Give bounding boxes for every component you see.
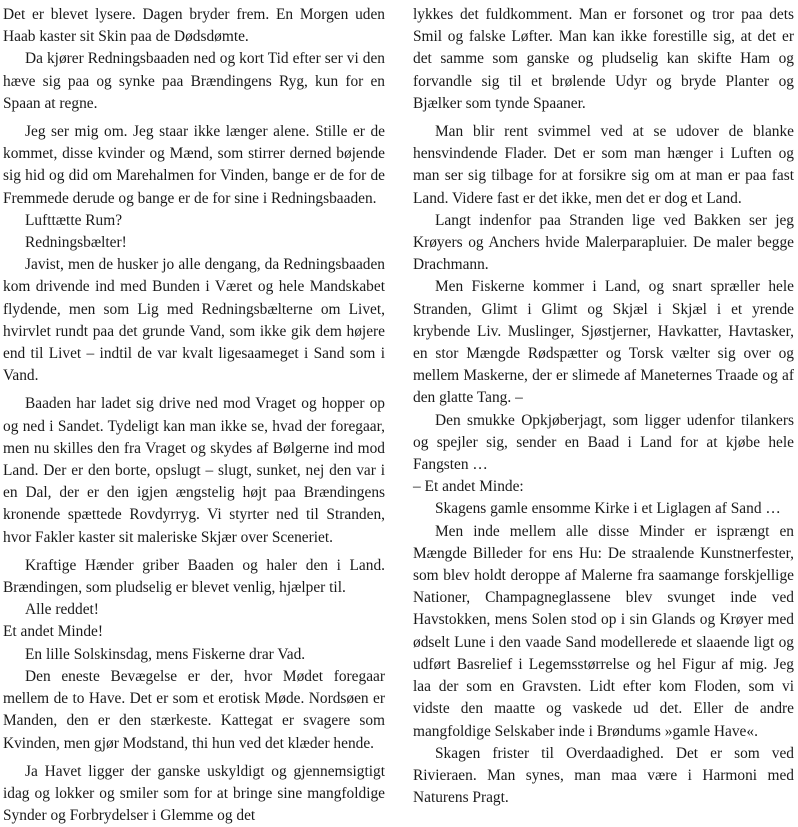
paragraph: Redningsbælter!: [25, 234, 127, 252]
paragraph: Kraftige Hænder griber Baaden og haler den i Land. Brændingen, som pludselig er blevet venlig, hjælper til.: [3, 556, 385, 597]
paragraph: Den smukke Opkjøberjagt, som ligger udenfor tilankers og spejler sig, sender en Baad i Land for at kjøbe hele Fangsten …: [413, 411, 794, 474]
paragraph: Men Fiskerne kommer i Land, og snart spræller hele Stranden, Glimt i Glimt og Skjæl i Skjæl i et yrende krybende Liv. Muslinger, Sjøstjerner, Havkatter, Havtasker, en stor Mængde Rødspætter og Torsk vælter sig over og mellem Maskerne, der er slimede af Maneternes Traade og af den glatte Tang. –: [413, 278, 794, 407]
paragraph: Lufttætte Rum?: [25, 211, 123, 229]
paragraph: Et andet Minde!: [3, 623, 104, 641]
paragraph: Javist, men de husker jo alle dengang, da Redningsbaaden kom drivende ind med Bunden i Været og hele Mandskabet flydende, men som Lig med Redningsbælterne om Livet, hvirvlet rundt paa det grunde Vand, som ikke gik dem højere end til Livet – indtil de var kvalt ligesaameget i Sand som i Vand.: [3, 256, 385, 385]
right-text-column: [413, 4, 794, 809]
paragraph: Den eneste Bevægelse er der, hvor Mødet foregaar mellem de to Have. Det er som et erotisk Møde. Nordsøen er Manden, den er den stærkeste. Kattegat er svagere som Kvinden, men gjør Modstand, thi hun ved det klæder hende.: [3, 667, 385, 752]
paragraph: Da kjører Redningsbaaden ned og kort Tid efter ser vi den hæve sig paa og synke paa Brændingens Ryg, kun for en Spaan at regne.: [3, 50, 385, 112]
paragraph: Det er blevet lysere. Dagen bryder frem. En Morgen uden Haab kaster sit Skin paa de Dødsdømte.: [3, 6, 385, 46]
paragraph: Men inde mellem alle disse Minder er isprængt en Mængde Billeder for ens Hu: De straalende Kunstnerfester, som blev holdt deroppe af Malerne fra saamange forskjellige Nationer, Champagneglassene blev svunget inde ved Havstokken, mens Solen stod op i sin Glands og Krøyer med ødselt Lune i den vaade Sand modellerede et slaaende ligt og udført Basrelief i Legemsstørrelse og hel Figur af mig. Jeg laa der som en Gravsten. Lidt efter kom Floden, som vi vidste den maatte og vaskede ud det. Eller de andre mangfoldige Selskaber inde i Brøndums »gamle Have«.: [413, 522, 794, 740]
left-text-column: [3, 4, 385, 827]
paragraph: Langt indenfor paa Stranden lige ved Bakken ser jeg Krøyers og Anchers hvide Malerparapluier. De maler begge Drachmann.: [413, 211, 794, 274]
paragraph: – Et andet Minde:: [413, 478, 524, 496]
paragraph: Ja Havet ligger der ganske uskyldigt og gjennemsigtigt idag og lokker og smiler som for at bringe sine mangfoldige Synder og Forbrydelser i Glemme og det: [3, 762, 385, 825]
paragraph: Man blir rent svimmel ved at se udover de blanke hensvindende Flader. Det er som man hænger i Luften og man ser sig tilbage for at forsikre sig om at man er paa fast Land. Videre fast er det ikke, men det er dog et Land.: [413, 123, 794, 207]
paragraph: En lille Solskinsdag, mens Fiskerne drar Vad.: [25, 645, 306, 663]
paragraph: lykkes det fuldkomment. Man er forsonet og tror paa dets Smil og falske Løfter. Man kan ikke forestille sig, at det er det samme som ganske og pludselig kan skifte Ham og forvandle sig til et brølende Udyr og bryde Planter og Bjælker som tynde Spaaner.: [413, 6, 794, 112]
paragraph: Alle reddet!: [25, 601, 99, 619]
paragraph: Jeg ser mig om. Jeg staar ikke længer alene. Stille er de kommet, disse kvinder og Mænd, som stirrer derned bøjende sig hid og did om Marehalmen for Vinden, bange er de for de Fremmede derude og bange er de for sine i Redningsbaaden.: [3, 123, 385, 207]
paragraph: Baaden har ladet sig drive ned mod Vraget og hopper op og ned i Sandet. Tydeligt kan man ikke se, hvad der foregaar, men nu skilles den fra Vraget og skydes af Bølgerne ind mod Land. Der er den borte, opslugt – slugt, sunket, nej den var i en Dal, der er den igjen ængstelig højt paa Brændingens kronende spættede Rovdyrryg. Vi styrter ned til Stranden, hvor Fakler kaster sit maleriske Skjær over Sceneriet.: [3, 395, 385, 546]
paragraph: Skagen frister til Overdaadighed. Det er som ved Rivieraen. Man synes, man maa være i Harmoni med Naturens Pragt.: [413, 744, 794, 807]
paragraph: Skagens gamle ensomme Kirke i et Liglagen af Sand …: [435, 500, 781, 518]
